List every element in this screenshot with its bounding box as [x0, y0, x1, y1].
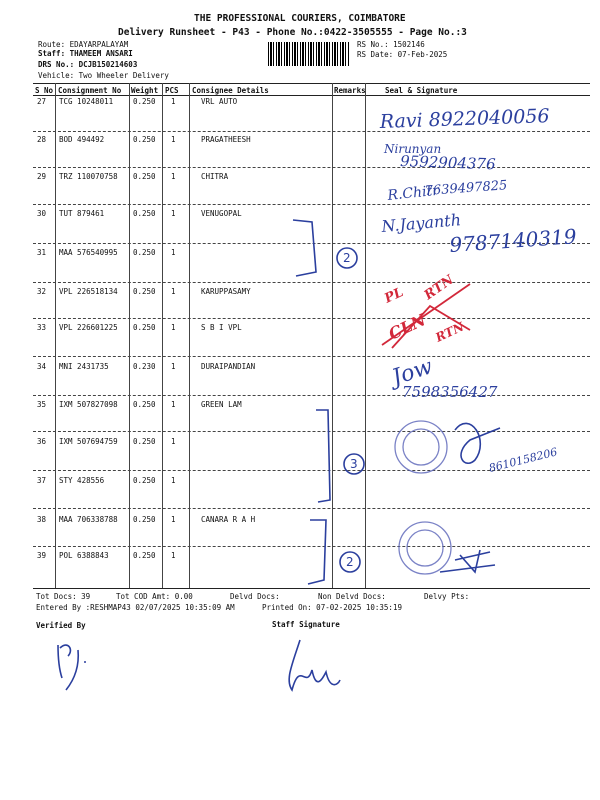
verified-signature	[58, 645, 86, 690]
cell-pcs: 1	[171, 97, 176, 106]
cell-weight: 0.250	[133, 287, 156, 296]
cell-pcs: 1	[171, 135, 176, 144]
cell-pcs: 1	[171, 476, 176, 485]
cell-consignment: TRZ 110070758	[59, 172, 118, 181]
cell-consignment: VPL 226601225	[59, 323, 118, 332]
cell-weight: 0.250	[133, 135, 156, 144]
cell-weight: 0.230	[133, 362, 156, 371]
group-count-a: 2	[343, 251, 351, 265]
cell-sno: 28	[37, 135, 47, 144]
col-consignee: Consignee Details	[192, 86, 269, 95]
cell-consignment: TUT 879461	[59, 209, 105, 218]
col-consignment: Consignment No	[58, 86, 122, 95]
cell-sno: 33	[37, 323, 47, 332]
cell-sno: 36	[37, 437, 47, 446]
signature-row29: R.Chitr	[386, 182, 440, 204]
cell-sno: 38	[37, 515, 47, 524]
cell-sno: 30	[37, 209, 47, 218]
drs-number: DRS No.: DCJB150214603	[38, 60, 138, 69]
cell-sno: 34	[37, 362, 47, 371]
cell-sno: 27	[37, 97, 47, 106]
cell-weight: 0.250	[133, 97, 156, 106]
cell-consignee: GREEN LAM	[201, 400, 242, 409]
group-count-c: 2	[346, 555, 354, 569]
cell-consignee: CHITRA	[201, 172, 229, 181]
cell-consignment: MNI 2431735	[59, 362, 109, 371]
cell-sno: 29	[37, 172, 47, 181]
red-note-a: PL	[382, 285, 406, 307]
cell-weight: 0.250	[133, 515, 156, 524]
route: Route: EDAYARPALAYAM	[38, 40, 129, 49]
cell-pcs: 1	[171, 209, 176, 218]
cell-pcs: 1	[171, 248, 176, 257]
cell-consignee: DURAIPANDIAN	[201, 362, 256, 371]
cell-weight: 0.250	[133, 437, 156, 446]
printed-on: Printed On: 07-02-2025 10:35:19	[262, 603, 402, 612]
staff-signature-label: Staff Signature	[272, 620, 340, 629]
cell-pcs: 1	[171, 287, 176, 296]
cell-sno: 35	[37, 400, 47, 409]
red-note-d: RTN	[433, 319, 467, 345]
red-note-c: CLN	[385, 310, 429, 344]
total-cod: Tot COD Amt: 0.00	[116, 592, 193, 601]
cell-consignment: VPL 226518134	[59, 287, 118, 296]
rs-date: RS Date: 07-Feb-2025	[357, 50, 448, 59]
runsheet-title: Delivery Runsheet - P43 - Phone No.:0422-3505555 - Page No.:3	[118, 27, 467, 38]
company-title: THE PROFESSIONAL COURIERS, COIMBATORE	[194, 13, 406, 24]
delivery-points: Delvy Pts:	[424, 592, 470, 601]
cell-weight: 0.250	[133, 172, 156, 181]
cell-consignee: VENUGOPAL	[201, 209, 242, 218]
col-pcs: PCS	[165, 86, 179, 95]
cell-consignee: PRAGATHEESH	[201, 135, 251, 144]
cell-consignee: S B I VPL	[201, 323, 242, 332]
cell-weight: 0.250	[133, 400, 156, 409]
cell-weight: 0.250	[133, 209, 156, 218]
col-remarks: Remarks	[334, 86, 366, 95]
group-count-b: 3	[350, 457, 358, 471]
cell-weight: 0.250	[133, 323, 156, 332]
phone-row28: 9592904376	[399, 152, 496, 174]
cell-pcs: 1	[171, 172, 176, 181]
cell-consignment: MAA 576540995	[59, 248, 118, 257]
cell-consignment: IXM 507827098	[59, 400, 118, 409]
cell-consignment: TCG 10248011	[59, 97, 114, 106]
staff: Staff: THAMEEM ANSARI	[38, 49, 133, 58]
cell-sno: 32	[37, 287, 47, 296]
cell-weight: 0.250	[133, 248, 156, 257]
col-weight: Weight	[131, 86, 159, 95]
cell-consignee: CANARA R A H	[201, 515, 256, 524]
cell-pcs: 1	[171, 437, 176, 446]
non-delivered-docs: Non Delvd Docs:	[318, 592, 386, 601]
cell-weight: 0.250	[133, 476, 156, 485]
verified-by-label: Verified By	[36, 621, 86, 630]
red-note-b: RTN	[421, 272, 457, 304]
phone-row36: 8610158206	[487, 445, 559, 475]
cell-consignment: STY 428556	[59, 476, 105, 485]
cell-consignee: VRL AUTO	[201, 97, 238, 106]
col-sno: S No	[35, 86, 54, 95]
staff-signature	[289, 640, 340, 690]
cell-consignee: KARUPPASAMY	[201, 287, 251, 296]
entered-by: Entered By :RESHMAP43 02/07/2025 10:35:09 AM	[36, 603, 235, 612]
cell-pcs: 1	[171, 515, 176, 524]
cell-sno: 37	[37, 476, 47, 485]
signature-row34: Jow	[389, 354, 436, 391]
signature-row36	[455, 423, 500, 463]
cell-weight: 0.250	[133, 551, 156, 560]
phone-row30: 9787140319	[448, 224, 578, 257]
signature-row30: N.Jayanth	[380, 210, 462, 236]
phone-row34: 7598356427	[402, 383, 498, 401]
cell-sno: 39	[37, 551, 47, 560]
cell-sno: 31	[37, 248, 47, 257]
phone-row29: 7639497825	[424, 178, 508, 199]
cell-consignment: MAA 706338788	[59, 515, 118, 524]
cell-pcs: 1	[171, 551, 176, 560]
cell-pcs: 1	[171, 323, 176, 332]
rs-number: RS No.: 1502146	[357, 40, 425, 49]
delivered-docs: Delvd Docs:	[230, 592, 280, 601]
cell-consignment: POL 6388843	[59, 551, 109, 560]
signature-row28: Nirunyan	[384, 142, 442, 156]
signature-row27: Ravi 8922040056	[379, 105, 550, 133]
vehicle: Vehicle: Two Wheeler Delivery	[38, 71, 169, 80]
cell-pcs: 1	[171, 400, 176, 409]
col-seal-signature: Seal & Signature	[385, 86, 458, 95]
cell-consignment: BOD 494492	[59, 135, 105, 144]
cell-consignment: IXM 507694759	[59, 437, 118, 446]
total-docs: Tot Docs: 39	[36, 592, 91, 601]
cell-pcs: 1	[171, 362, 176, 371]
